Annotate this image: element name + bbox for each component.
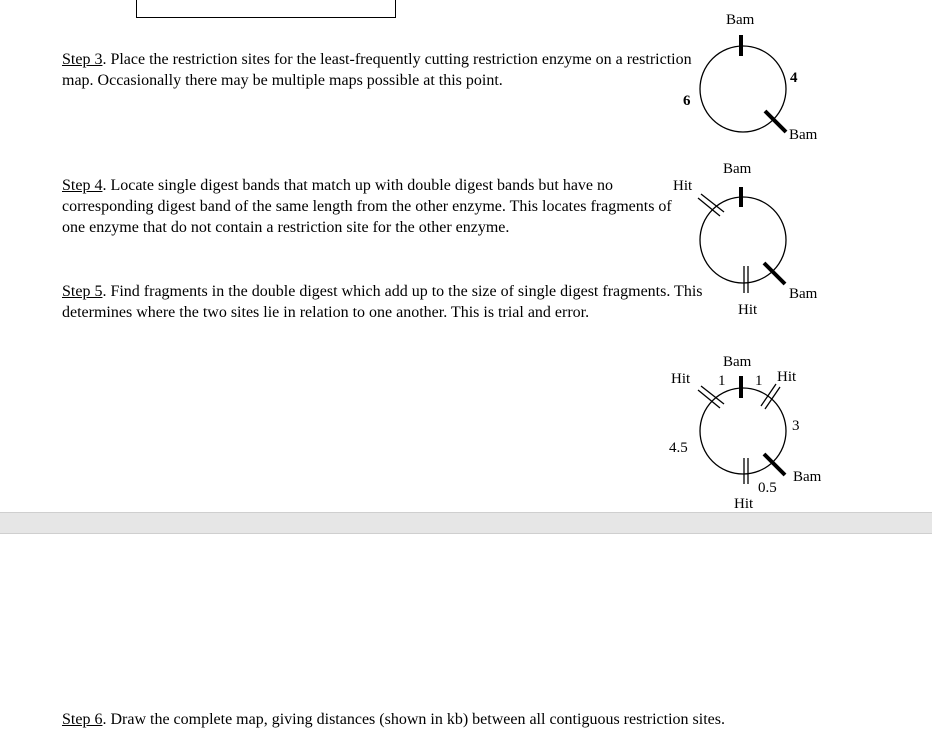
map-3-hit-right-label: Hit (777, 369, 797, 385)
map-3-distance-top-left: 1 (718, 373, 726, 389)
map-2-bam-site-lower (764, 263, 785, 284)
map-2-hit-left-label: Hit (673, 178, 693, 194)
map-3-bam-site-lower (764, 454, 785, 475)
map-3-bam-lower-right-label: Bam (793, 469, 822, 485)
map-2 (698, 187, 786, 293)
step-4-text: . Locate single digest bands that match up with double digest bands but have no corresponding digest band of the same length from the other enzyme. This locates fragments of one enzyme that do not contain a restriction site for the other enzyme. (62, 177, 672, 236)
map-3-hit-bottom-label: Hit (734, 496, 754, 512)
map-3-hit-left-label: Hit (671, 371, 691, 387)
step-3-text: . Place the restriction sites for the least-frequently cutting restriction enzyme on a restriction map. Occasionally there may be multiple maps possible at this point. (62, 51, 692, 89)
map-1 (700, 35, 786, 132)
step-6-label: Step 6 (62, 711, 103, 728)
map-3-distance-bottom: 0.5 (758, 480, 777, 496)
map-2-bam-right-label: Bam (789, 286, 818, 302)
map-2-hit-bottom-label: Hit (738, 302, 758, 318)
map-2-bam-top-label: Bam (723, 161, 752, 177)
map-3-hit-site-right-a (761, 384, 776, 406)
step-5-text: . Find fragments in the double digest which add up to the size of single digest fragments. This determines where the two sites lie in relation to one another. This is trial and error. (62, 283, 703, 321)
map-1-bam-bottom-label: Bam (789, 127, 818, 143)
step-3-label: Step 3 (62, 51, 103, 68)
step-5-label: Step 5 (62, 283, 103, 300)
step-4-label: Step 4 (62, 177, 103, 194)
map-1-bam-site-lower (765, 111, 786, 132)
map-3-distance-left: 4.5 (669, 440, 688, 456)
map-1-bam-top-label: Bam (726, 12, 755, 28)
map-3-distance-top-right: 1 (755, 373, 763, 389)
map-1-right-distance: 4 (790, 70, 798, 86)
map-3-bam-top-label: Bam (723, 354, 752, 370)
map-3-distance-right: 3 (792, 418, 800, 434)
step-6-text: . Draw the complete map, giving distances (shown in kb) between all contiguous restriction sites. (102, 711, 725, 728)
map-3 (698, 376, 786, 484)
map-1-left-distance: 6 (683, 93, 691, 109)
